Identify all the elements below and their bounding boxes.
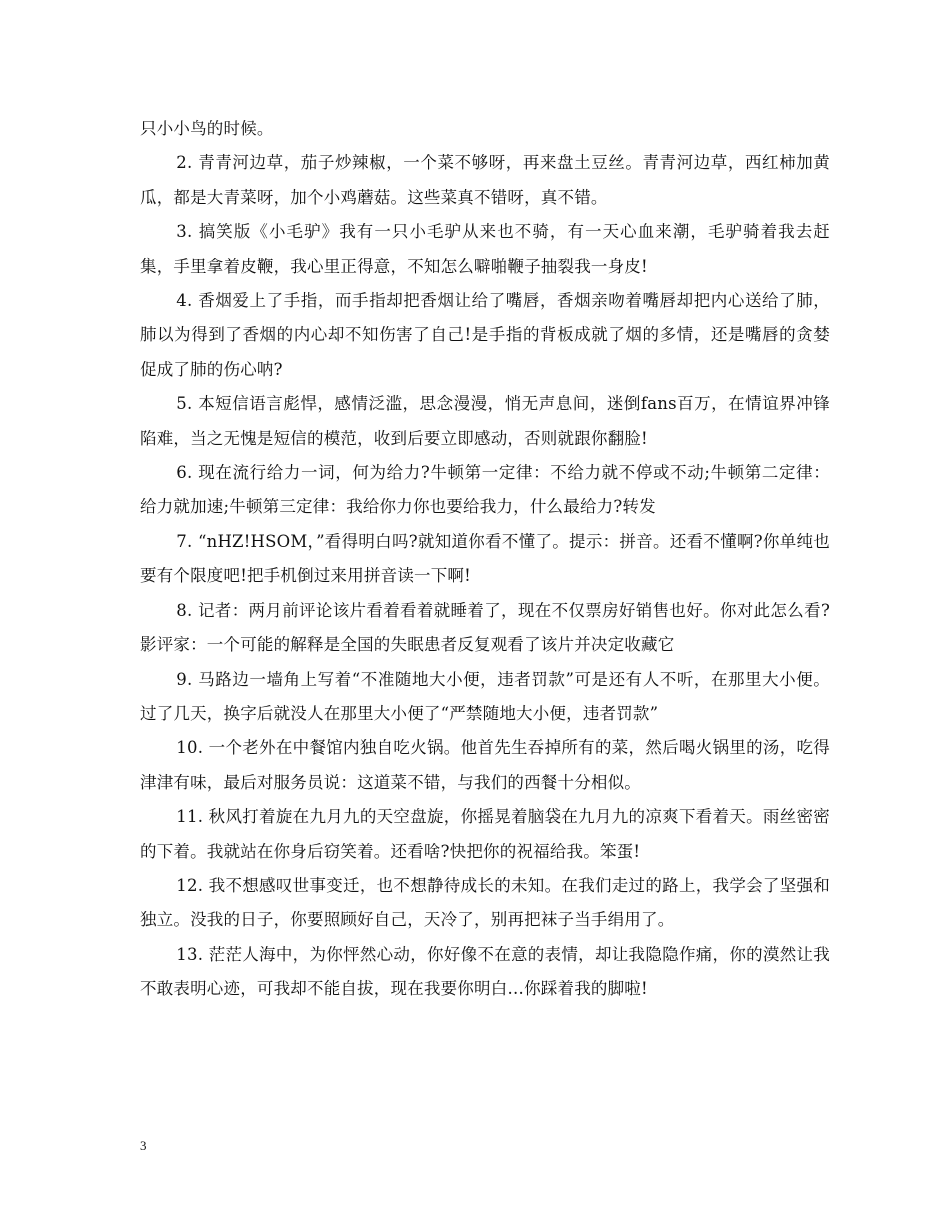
paragraph-item-2: 2. 青青河边草，茄子炒辣椒，一个菜不够呀，再来盘土豆丝。青青河边草，西红柿加黄瓜，都是大青菜呀，加个小鸡蘑菇。这些菜真不错呀，真不错。 — [140, 153, 830, 207]
paragraph-item-5: 5. 本短信语言彪悍，感情泛滥，思念漫漫，悄无声息间，迷倒fans百万，在情谊界冲锋陷难，当之无愧是短信的模范，收到后要立即感动，否则就跟你翻脸! — [140, 394, 830, 448]
paragraph-item-11: 11. 秋风打着旋在九月九的天空盘旋，你摇晃着脑袋在九月九的凉爽下看着天。雨丝密密的下着。我就站在你身后窃笑着。还看啥?快把你的祝福给我。笨蛋! — [140, 807, 830, 861]
paragraph-item-4: 4. 香烟爱上了手指，而手指却把香烟让给了嘴唇，香烟亲吻着嘴唇却把内心送给了肺，肺以为得到了香烟的内心却不知伤害了自己!是手指的背板成就了烟的多情，还是嘴唇的贪婪促成了肺的伤心呐? — [140, 291, 830, 379]
page-number: 3 — [140, 1138, 147, 1153]
paragraph-item-13: 13. 茫茫人海中，为你怦然心动，你好像不在意的表情，却让我隐隐作痛，你的漠然让我不敢表明心迹，可我却不能自拔，现在我要你明白…你踩着我的脚啦! — [140, 944, 830, 999]
paragraph-item-9: 9. 马路边一墙角上写着“不准随地大小便，违者罚款”可是还有人不听，在那里大小便。过了几天，换字后就没人在那里大小便了“严禁随地大小便，违者罚款” — [140, 669, 830, 723]
paragraph-item-6: 6. 现在流行给力一词，何为给力?牛顿第一定律：不给力就不停或不动;牛顿第二定律：给力就加速;牛顿第三定律：我给你力你也要给我力，什么最给力?转发 — [140, 463, 830, 517]
paragraph-item-3: 3. 搞笑版《小毛驴》我有一只小毛驴从来也不骑，有一天心血来潮，毛驴骑着我去赶集，手里拿着皮鞭，我心里正得意，不知怎么噼啪鞭子抽裂我一身皮! — [140, 222, 830, 276]
paragraph-continuation: 只小小鸟的时候。 — [140, 119, 274, 138]
document-body — [140, 112, 830, 1007]
paragraph-item-10: 10. 一个老外在中餐馆内独自吃火锅。他首先生吞掉所有的菜，然后喝火锅里的汤，吃得津津有味，最后对服务员说：这道菜不错，与我们的西餐十分相似。 — [140, 738, 830, 792]
paragraph-item-12: 12. 我不想感叹世事变迁，也不想静待成长的未知。在我们走过的路上，我学会了坚强和独立。没我的日子，你要照顾好自己，天冷了，别再把袜子当手绢用了。 — [140, 875, 830, 930]
paragraph-item-8: 8. 记者：两月前评论该片看着看着就睡着了，现在不仅票房好销售也好。你对此怎么看?影评家：一个可能的解释是全国的失眠患者反复观看了该片并决定收藏它 — [140, 600, 830, 655]
paragraph-item-7: 7. “nHZ!HSOM，”看得明白吗?就知道你看不懂了。提示：拼音。还看不懂啊?你单纯也要有个限度吧!把手机倒过来用拼音读一下啊! — [140, 531, 830, 586]
